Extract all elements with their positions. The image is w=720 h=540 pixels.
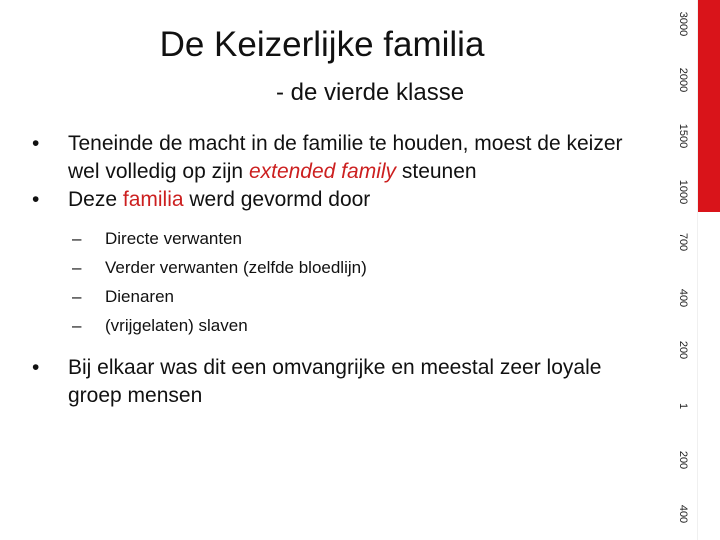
sub-list bbox=[32, 224, 652, 340]
timeline-strip bbox=[668, 0, 698, 540]
sub-list-text: (vrijgelaten) slaven bbox=[105, 316, 248, 335]
bullet-text: Deze bbox=[68, 188, 123, 211]
timeline-label: 2000 bbox=[676, 67, 689, 93]
sub-list-dash: – bbox=[72, 258, 82, 277]
timeline-label: 3000 bbox=[676, 11, 689, 37]
bullet-item bbox=[32, 354, 652, 410]
bullet-text: steunen bbox=[396, 160, 477, 183]
bullet-item bbox=[32, 130, 652, 186]
sub-list-dash: – bbox=[72, 287, 82, 306]
timeline-label: 1 bbox=[677, 402, 689, 410]
sub-list-text: Directe verwanten bbox=[105, 229, 243, 248]
bullet-item bbox=[32, 186, 652, 214]
sub-list-item bbox=[32, 282, 652, 311]
timeline-period-marker bbox=[698, 0, 720, 212]
timeline-label: 1500 bbox=[676, 123, 689, 149]
timeline-label: 200 bbox=[676, 450, 689, 470]
sub-list-item bbox=[32, 311, 652, 340]
sub-list-text: Dienaren bbox=[105, 287, 174, 306]
bullet-dot: • bbox=[32, 132, 40, 155]
sub-list-dash: – bbox=[72, 229, 82, 248]
sub-list-text: Verder verwanten (zelfde bloedlijn) bbox=[105, 258, 367, 277]
bullet-dot: • bbox=[32, 188, 40, 211]
bullet-dot: • bbox=[32, 356, 40, 379]
sub-list-item bbox=[32, 253, 652, 282]
timeline-label: 200 bbox=[676, 340, 689, 360]
timeline-label: 1000 bbox=[676, 179, 689, 205]
highlighted-term: extended family bbox=[248, 160, 397, 183]
slide-subtitle: - de vierde klasse bbox=[275, 79, 465, 106]
timeline-label: 400 bbox=[676, 504, 689, 524]
timeline-label: 700 bbox=[676, 232, 689, 252]
sub-list-item bbox=[32, 224, 652, 253]
bullet-text: Bij elkaar was dit een omvangrijke en meestal zeer loyale groep mensen bbox=[68, 356, 602, 407]
highlighted-term: familia bbox=[122, 188, 184, 211]
slide-title: De Keizerlijke familia bbox=[159, 25, 485, 64]
sub-list-dash: – bbox=[72, 316, 82, 335]
slide-content bbox=[32, 130, 652, 410]
timeline-label: 400 bbox=[676, 288, 689, 308]
bullet-text: werd gevormd door bbox=[183, 188, 371, 211]
bullet-text: Teneinde de macht in de familie te houden, moest de keizer wel volledig op zijn bbox=[68, 132, 623, 183]
